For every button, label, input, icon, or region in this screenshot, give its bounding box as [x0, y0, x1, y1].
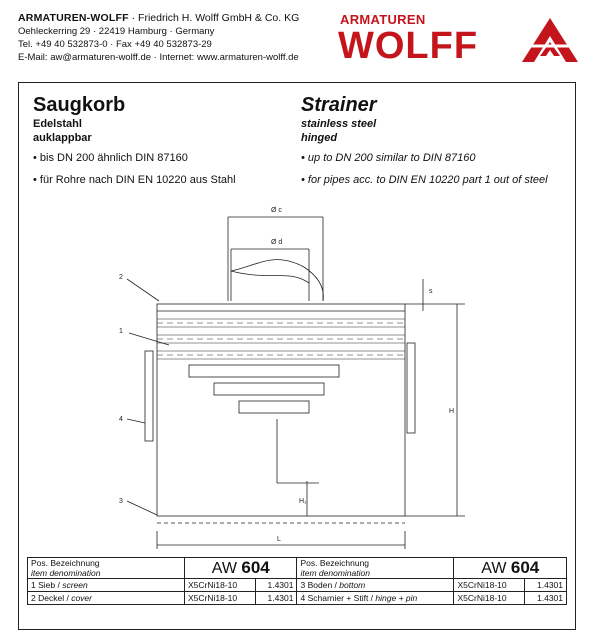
table-row: 2 Deckel / cover X5CrNi18-10 1.4301 4 Scharnier + Stift / hinge + pin X5CrNi18-10 1.4301	[28, 592, 567, 605]
table-header-row	[28, 558, 567, 579]
parts-table	[27, 557, 567, 605]
company-header	[18, 12, 338, 64]
header-bez: Bezeichnung	[50, 558, 100, 568]
aw-number-left: AW 604	[185, 558, 297, 579]
callout-3: 3	[119, 498, 123, 505]
logo-wordmark: WOLFF	[338, 25, 479, 67]
header-item: item	[31, 568, 48, 578]
wolff-logo	[338, 12, 583, 68]
dim-s-label: s	[429, 288, 433, 295]
bullet-de-1: • bis DN 200 ähnlich DIN 87160	[33, 152, 188, 164]
dim-d-label: Ø d	[271, 239, 283, 246]
bullet-de-2: • für Rohre nach DIN EN 10220 aus Stahl	[33, 174, 236, 186]
title-en: Strainer	[301, 94, 377, 116]
callout-2: 2	[119, 274, 123, 281]
dim-h1-label: H₁	[299, 498, 307, 505]
company-phone-fax: Tel. +49 40 532873-0 · Fax +49 40 532873-29	[18, 39, 212, 50]
datasheet-frame	[18, 82, 576, 630]
logo-top-text: ARMATUREN	[340, 12, 426, 27]
dim-l-label: L	[277, 536, 281, 543]
dim-h-label: H	[449, 408, 455, 415]
company-legal-name: · Friedrich H. Wolff GmbH & Co. KG	[128, 12, 300, 24]
header-bez-2: Bezeichnung	[319, 558, 370, 568]
header-pos-2: Pos.	[300, 558, 318, 568]
aw-number-right: AW 604	[454, 558, 567, 579]
company-address: Oehleckerring 29 · 22419 Hamburg · Germany	[18, 26, 215, 37]
table-row: 1 Sieb / screen X5CrNi18-10 1.4301 3 Boden / bottom X5CrNi18-10 1.4301	[28, 579, 567, 592]
bullet-en-2: • for pipes acc. to DIN EN 10220 part 1 out of steel	[301, 174, 548, 186]
company-name: ARMATUREN-WOLFF	[18, 12, 129, 24]
material-en: stainless steel	[301, 118, 377, 130]
feature-en: hinged	[301, 132, 338, 144]
header-item-2: item	[300, 568, 317, 578]
feature-de: auklappbar	[33, 132, 92, 144]
header-denomination: denomination	[49, 568, 101, 578]
strainer-drawing	[19, 83, 575, 553]
header-pos: Pos.	[31, 558, 49, 568]
wolff-emblem-icon	[518, 16, 582, 66]
dim-dc-label: Ø c	[271, 207, 282, 214]
callout-1: 1	[119, 328, 123, 335]
material-de: Edelstahl	[33, 118, 82, 130]
bullet-en-1: • up to DN 200 similar to DIN 87160	[301, 152, 476, 164]
company-email-web: E-Mail: aw@armaturen-wolff.de · Internet: www.armaturen-wolff.de	[18, 52, 299, 63]
callout-4: 4	[119, 416, 123, 423]
header-denomination-2: denomination	[318, 568, 370, 578]
title-de: Saugkorb	[33, 94, 126, 116]
